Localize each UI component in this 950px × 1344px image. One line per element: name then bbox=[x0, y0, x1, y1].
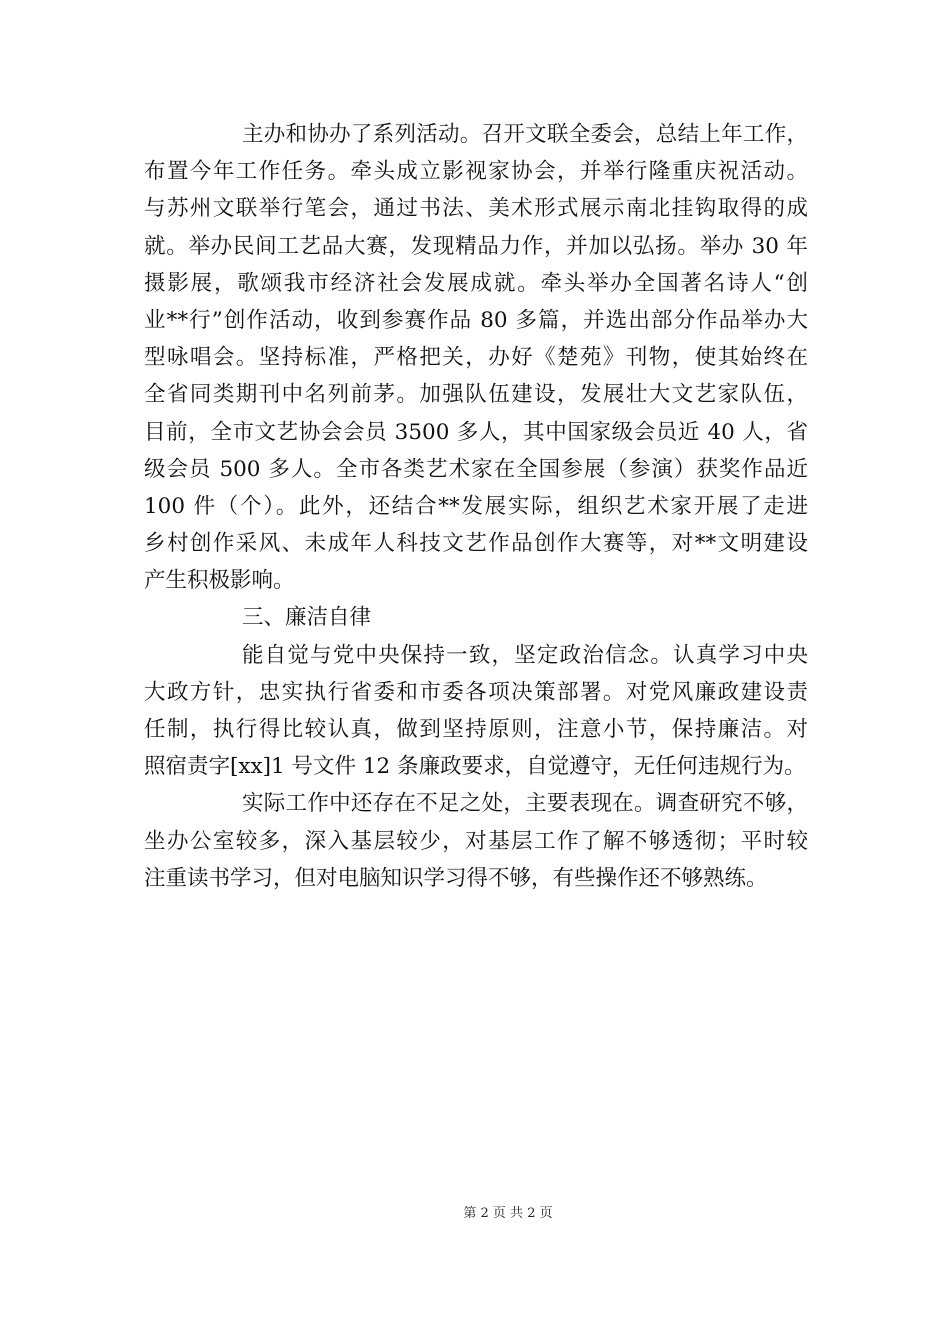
paragraph-activities bbox=[144, 116, 808, 599]
text-line: 任制，执行得比较认真，做到坚持原则，注意小节，保持廉洁。对 bbox=[144, 717, 808, 742]
text-line: 产生积极影响。 bbox=[144, 568, 295, 594]
text-line: 主办和协办了系列活动。召开文联全委会，总结上年工作， bbox=[242, 122, 808, 147]
text-line: 100 件（个）。此外，还结合**发展实际，组织艺术家开展了走进 bbox=[144, 493, 808, 519]
text-line: 摄影展，歌颂我市经济社会发展成就。牵头举办全国著名诗人“创 bbox=[144, 270, 808, 296]
text-line: 型咏唱会。坚持标准，严格把关，办好《楚苑》刊物，使其始终在 bbox=[144, 345, 808, 371]
text-line: 全省同类期刊中名列前茅。加强队伍建设，发展壮大文艺家队伍， bbox=[144, 382, 808, 408]
text-line: 实际工作中还存在不足之处，主要表现在。调查研究不够， bbox=[242, 791, 808, 817]
text-line: 乡村创作采风、未成年人科技文艺作品创作大赛等，对**文明建设 bbox=[144, 531, 808, 557]
section-heading: 三、廉洁自律 bbox=[242, 605, 372, 631]
text-line: 能自觉与党中央保持一致，坚定政治信念。认真学习中央 bbox=[242, 642, 808, 668]
text-line: 目前，全市文艺协会会员 3500 多人，其中国家级会员近 40 人，省 bbox=[144, 419, 808, 445]
text-line: 级会员 500 多人。全市各类艺术家在全国参展（参演）获奖作品近 bbox=[144, 456, 808, 482]
text-line: 布置今年工作任务。牵头成立影视家协会，并举行隆重庆祝活动。 bbox=[144, 159, 808, 185]
text-line: 照宿责字[xx]1 号文件 12 条廉政要求，自觉遵守，无任何违规行为。 bbox=[144, 754, 806, 780]
text-line: 注重读书学习，但对电脑知识学习得不够，有些操作还不够熟练。 bbox=[144, 865, 768, 891]
text-line: 坐办公室较多，深入基层较少，对基层工作了解不够透彻；平时较 bbox=[144, 828, 808, 854]
page-number-footer: 第 2 页 共 2 页 bbox=[463, 1206, 553, 1221]
document-body bbox=[144, 116, 808, 897]
paragraph-shortcomings bbox=[144, 785, 808, 897]
text-line: 就。举办民间工艺品大赛，发现精品力作，并加以弘扬。举办 30 年 bbox=[144, 233, 808, 259]
text-line: 与苏州文联举行笔会，通过书法、美术形式展示南北挂钩取得的成 bbox=[144, 196, 808, 222]
text-line: 大政方针，忠实执行省委和市委各项决策部署。对党风廉政建设责 bbox=[144, 679, 808, 705]
paragraph-integrity bbox=[144, 637, 808, 786]
text-line: 业**行”创作活动，收到参赛作品 80 多篇，并选出部分作品举办大 bbox=[144, 307, 808, 333]
